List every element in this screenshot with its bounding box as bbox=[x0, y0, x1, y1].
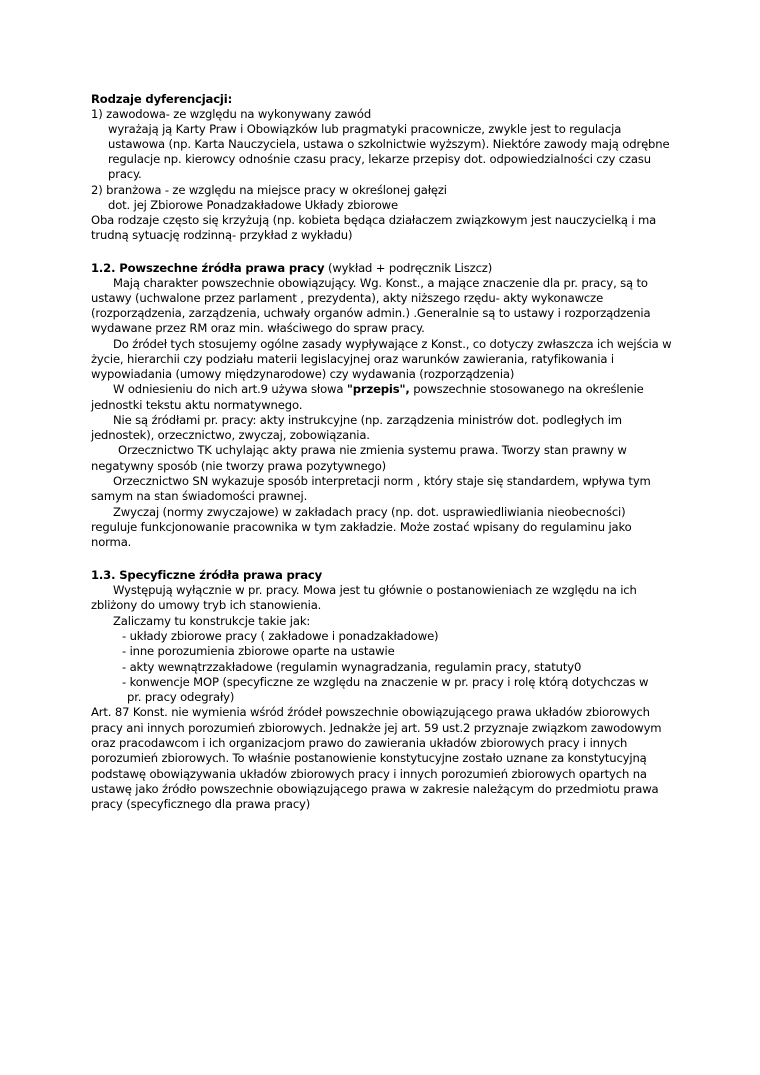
text-line: Występują wyłącznie w pr. pracy. Mowa jest tu głównie o postanowieniach ze względu na ich bbox=[113, 583, 637, 597]
list-item: - akty wewnątrzzakładowe (regulamin wynagradzania, regulamin pracy, statuty0 bbox=[122, 660, 582, 674]
heading-bold-part: 1.2. Powszechne źródła prawa pracy bbox=[91, 261, 325, 275]
list-item-continued: pr. pracy odegrały) bbox=[127, 690, 235, 704]
text-line: reguluje funkcjonowanie pracownika w tym zakładzie. Może zostać wpisany do regulaminu jako bbox=[91, 520, 632, 534]
heading-powszechne-zrodla bbox=[91, 261, 492, 276]
text-line: negatywny sposób (nie tworzy prawa pozytywnego) bbox=[91, 459, 387, 473]
text-line: 1) zawodowa- ze względu na wykonywany zawód bbox=[91, 107, 372, 121]
list-item: - konwencje MOP (specyficzne ze względu na znaczenie w pr. pracy i rolę którą dotychczas w bbox=[122, 675, 649, 689]
text-line: ustawy (uchwalone przez parlament , prezydenta), akty niższego rzędu- akty wykonawcze bbox=[91, 291, 604, 305]
text-line: Art. 87 Konst. nie wymienia wśród źródeł powszechnie obowiązującego prawa układów zbiorowych bbox=[91, 705, 650, 719]
text-line: zbliżony do umowy tryb ich stanowienia. bbox=[91, 598, 322, 612]
text-line: norma. bbox=[91, 535, 132, 549]
text-line: ustawowa (np. Karta Nauczyciela, ustawa o szkolnictwie wyższym). Niektóre zawody mają odrębne bbox=[108, 137, 670, 151]
text-line: Zaliczamy tu konstrukcje takie jak: bbox=[113, 614, 311, 628]
text-line: jednostek), orzecznictwo, zwyczaj, zobowiązania. bbox=[91, 428, 370, 442]
text-line: regulacje np. kierowcy odnośnie czasu pracy, lekarze przepisy dot. odpowiedzialności czy czasu bbox=[108, 152, 651, 166]
text-line: porozumień zbiorowych. To właśnie postanowienie konstytucyjne zostało uznane za konstytucyjną bbox=[91, 751, 647, 765]
text-line: ustawę jako źródło powszechnie obowiązującego prawa w zakresie należącym do przedmiotu prawa bbox=[91, 782, 659, 796]
list-item: - inne porozumienia zbiorowe oparte na ustawie bbox=[122, 644, 395, 658]
text-line: samym na stan świadomości prawnej. bbox=[91, 489, 308, 503]
text-line: Mają charakter powszechnie obowiązujący. Wg. Konst., a mające znaczenie dla pr. pracy, są to bbox=[113, 276, 648, 290]
text-line: trudną sytuację rodzinną- przykład z wykładu) bbox=[91, 228, 353, 242]
text-line: wydawane przez RM oraz min. właściwego do spraw pracy. bbox=[91, 321, 425, 335]
text-line: (rozporządzenia, zarządzenia, uchwały organów admin.) .Generalnie są to ustawy i rozporządzenia bbox=[91, 306, 651, 320]
text-line: Oba rodzaje często się krzyżują (np. kobieta będąca działaczem związkowym jest nauczycielką i ma bbox=[91, 213, 657, 227]
text-line: Do źródeł tych stosujemy ogólne zasady wypływające z Konst., co dotyczy zwłaszcza ich wejścia w bbox=[113, 337, 672, 351]
art9-before: W odniesieniu do nich art.9 używa słowa bbox=[113, 382, 347, 396]
text-line: jednostki tekstu aktu normatywnego. bbox=[91, 398, 303, 412]
heading-specyficzne-zrodla: 1.3. Specyficzne źródła prawa pracy bbox=[91, 568, 323, 582]
text-line: pracy (specyficznego dla prawa pracy) bbox=[91, 797, 311, 811]
text-line: dot. jej Zbiorowe Ponadzakładowe Układy zbiorowe bbox=[108, 198, 398, 212]
text-line: oraz pracodawcom i ich organizacjom prawo do zawierania układów zbiorowych pracy i innych bbox=[91, 736, 628, 750]
text-line: pracy ani innych porozumień zbiorowych. Jednakże jej art. 59 ust.2 przyznaje związkom zawodowym bbox=[91, 721, 662, 735]
text-line: Orzecznictwo SN wykazuje sposób interpretacji norm , który staje się standardem, wpływa tym bbox=[113, 474, 651, 488]
art9-after: powszechnie stosowanego na określenie bbox=[409, 382, 644, 396]
list-item: - układy zbiorowe pracy ( zakładowe i ponadzakładowe) bbox=[122, 629, 439, 643]
text-line: podstawę obowiązywania układów zbiorowych pracy i innych porozumień zbiorowych opartych na bbox=[91, 767, 647, 781]
text-line: Orzecznictwo TK uchylając akty prawa nie zmienia systemu prawa. Tworzy stan prawny w bbox=[118, 443, 627, 457]
heading-rest-part: (wykład + podręcznik Liszcz) bbox=[324, 261, 493, 275]
text-line: wyrażają ją Karty Praw i Obowiązków lub pragmatyki pracownicze, zwykle jest to regulacja bbox=[108, 122, 622, 136]
art9-przepis: "przepis", bbox=[346, 382, 410, 396]
text-line: pracy. bbox=[108, 167, 142, 181]
heading-rodzaje-dyferencjacji: Rodzaje dyferencjacji: bbox=[91, 92, 233, 106]
text-line-art9 bbox=[113, 382, 644, 397]
text-line: życie, hierarchii czy podziału materii legislacyjnej oraz warunków zawierania, ratyfikowania i bbox=[91, 352, 614, 366]
text-line: Zwyczaj (normy zwyczajowe) w zakładach pracy (np. dot. usprawiedliwiania nieobecności) bbox=[113, 505, 626, 519]
text-line: Nie są źródłami pr. pracy: akty instrukcyjne (np. zarządzenia ministrów dot. podległych im bbox=[113, 413, 622, 427]
text-line: wypowiadania (umowy międzynarodowe) czy wydawania (rozporządzenia) bbox=[91, 367, 515, 381]
text-line: 2) branżowa - ze względu na miejsce pracy w określonej gałęzi bbox=[91, 183, 447, 197]
